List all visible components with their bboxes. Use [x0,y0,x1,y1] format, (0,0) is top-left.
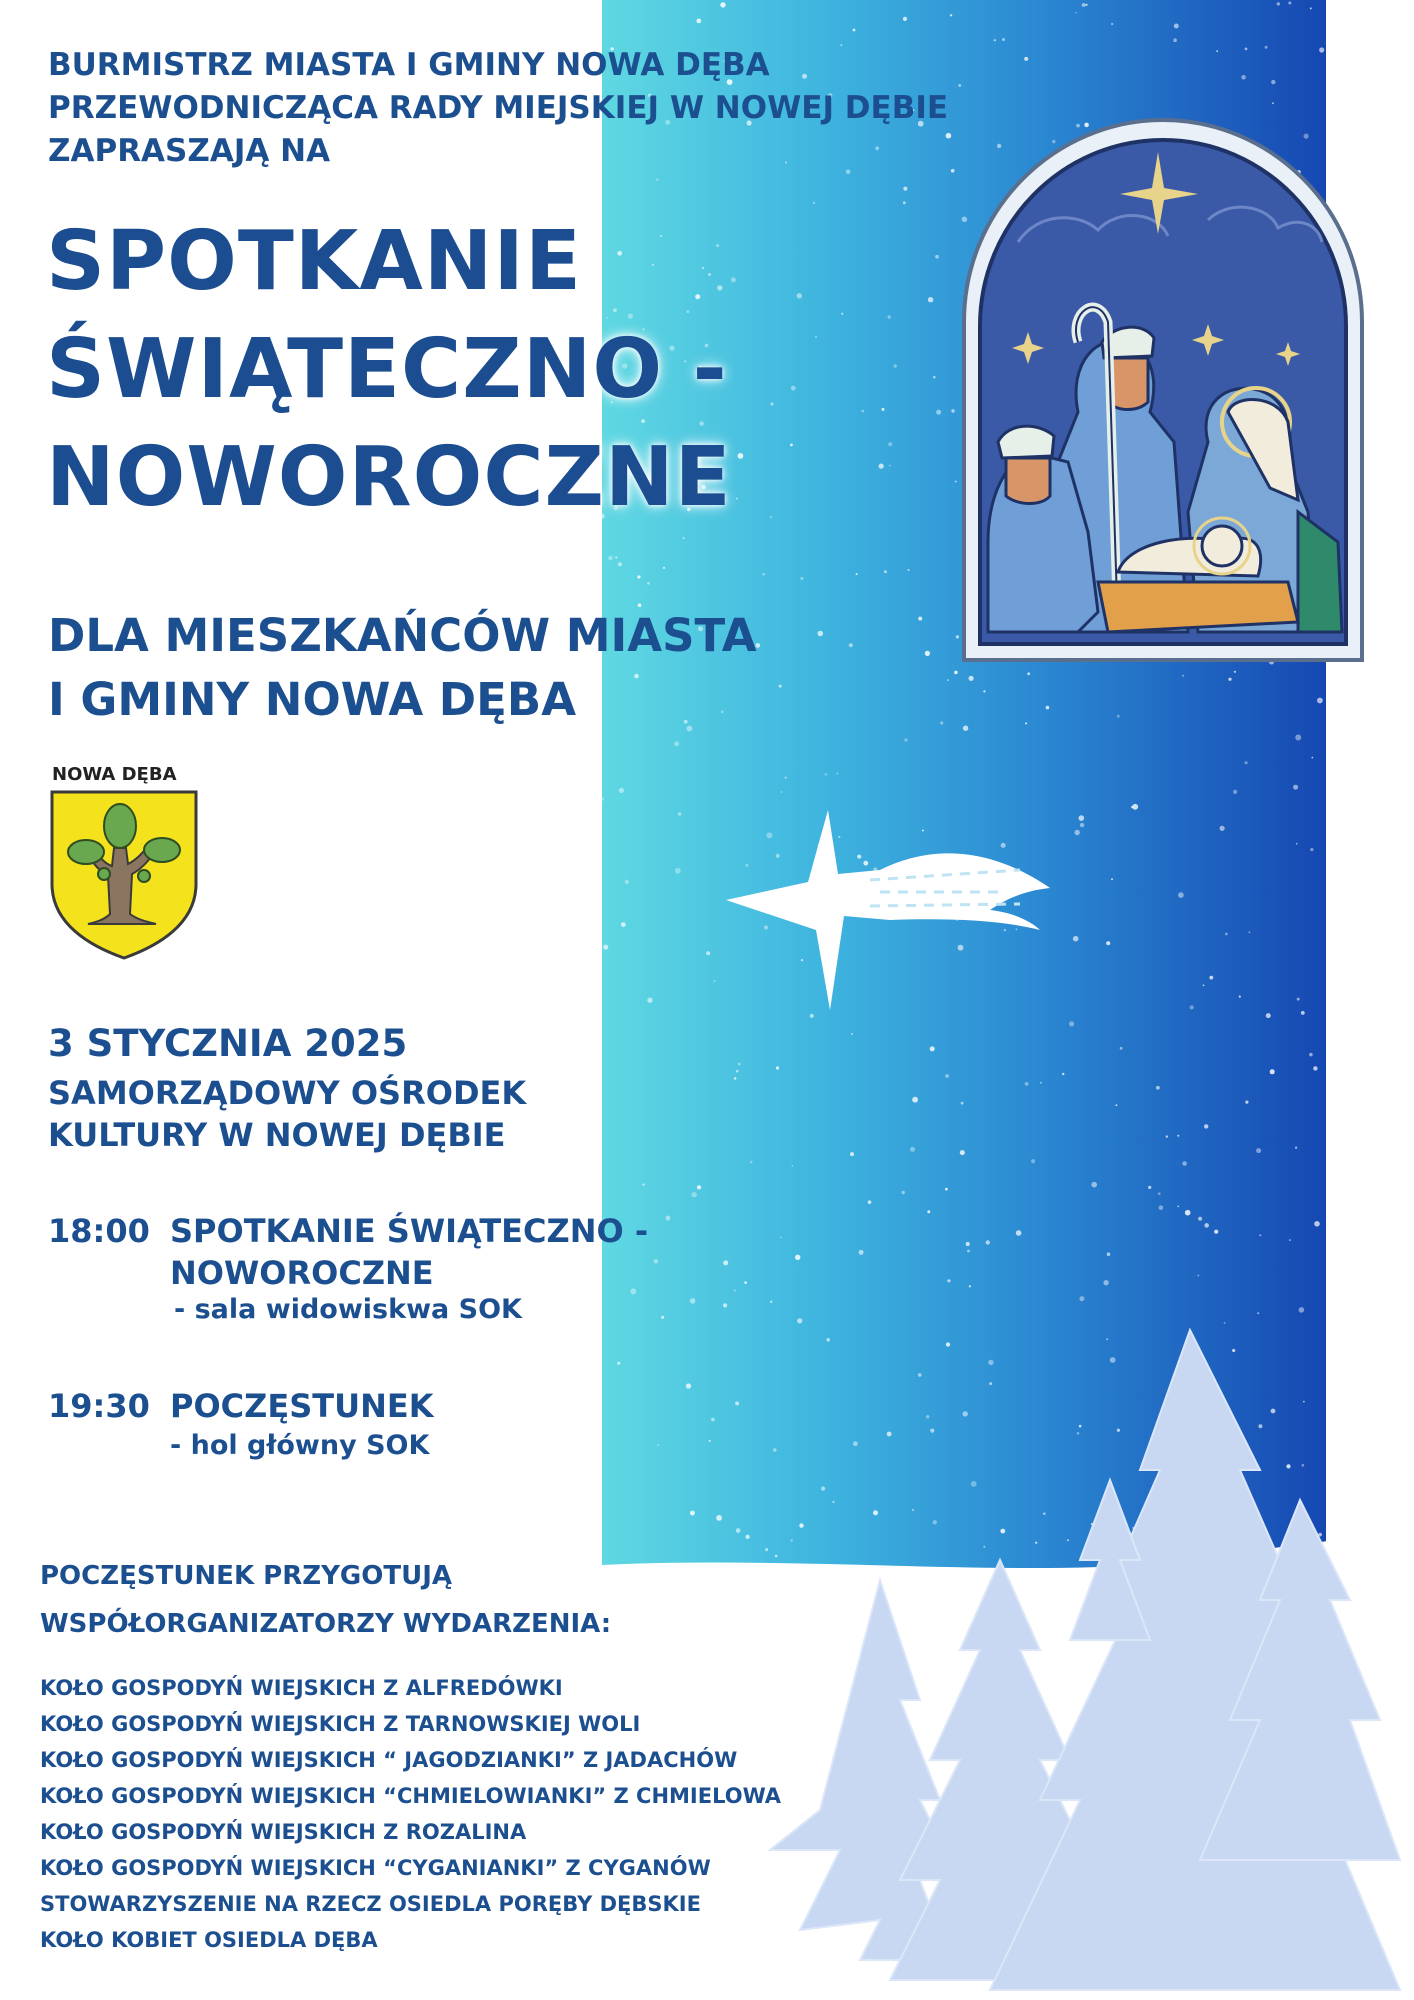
schedule-time-2: 19:30 [48,1387,150,1425]
schedule-time-1: 18:00 [48,1212,150,1250]
organizer-item: KOŁO GOSPODYŃ WIEJSKICH Z TARNOWSKIEJ WOLI [40,1712,641,1736]
header-line-1: BURMISTRZ MIASTA I GMINY NOWA DĘBA [48,47,770,83]
organizer-item: KOŁO GOSPODYŃ WIEJSKICH Z ALFREDÓWKI [40,1676,563,1700]
organizer-item: KOŁO GOSPODYŃ WIEJSKICH “ JAGODZIANKI” Z JADACHÓW [40,1748,738,1772]
schedule-location-2: - hol główny SOK [170,1430,430,1461]
organizers-heading-line-1: POCZĘSTUNEK PRZYGOTUJĄ [40,1561,452,1591]
schedule-title-2: POCZĘSTUNEK [170,1387,434,1425]
title-line-1: SPOTKANIE [46,214,582,309]
title-line-2: ŚWIĄTECZNO - [46,322,728,417]
organizers-heading-line-2: WSPÓŁORGANIZATORZY WYDARZENIA: [40,1609,612,1639]
organizer-item: KOŁO KOBIET OSIEDLA DĘBA [40,1928,378,1952]
event-date: 3 STYCZNIA 2025 [48,1022,408,1065]
schedule-title-1-line-1: SPOTKANIE ŚWIĄTECZNO - [170,1212,649,1250]
schedule-location-1: - sala widowiskwa SOK [174,1294,522,1325]
venue-line-2: KULTURY W NOWEJ DĘBIE [48,1116,506,1154]
organizer-item: STOWARZYSZENIE NA RZECZ OSIEDLA PORĘBY DĘBSKIE [40,1892,701,1916]
subtitle-line-1: DLA MIESZKAŃCÓW MIASTA [48,609,757,662]
header-line-2: PRZEWODNICZĄCA RADY MIEJSKIEJ W NOWEJ DĘBIE [48,90,949,126]
subtitle-line-2: I GMINY NOWA DĘBA [48,673,577,726]
header-line-3: ZAPRASZAJĄ NA [48,133,331,169]
organizer-item: KOŁO GOSPODYŃ WIEJSKICH “CHMIELOWIANKI” Z CHMIELOWA [40,1784,782,1808]
crest-label: NOWA DĘBA [52,764,177,785]
organizer-item: KOŁO GOSPODYŃ WIEJSKICH “CYGANIANKI” Z CYGANÓW [40,1856,711,1880]
schedule-title-1-line-2: NOWOROCZNE [170,1254,434,1292]
venue-line-1: SAMORZĄDOWY OŚRODEK [48,1074,527,1112]
title-line-3: NOWOROCZNE [46,430,732,525]
organizer-item: KOŁO GOSPODYŃ WIEJSKICH Z ROZALINA [40,1820,527,1844]
